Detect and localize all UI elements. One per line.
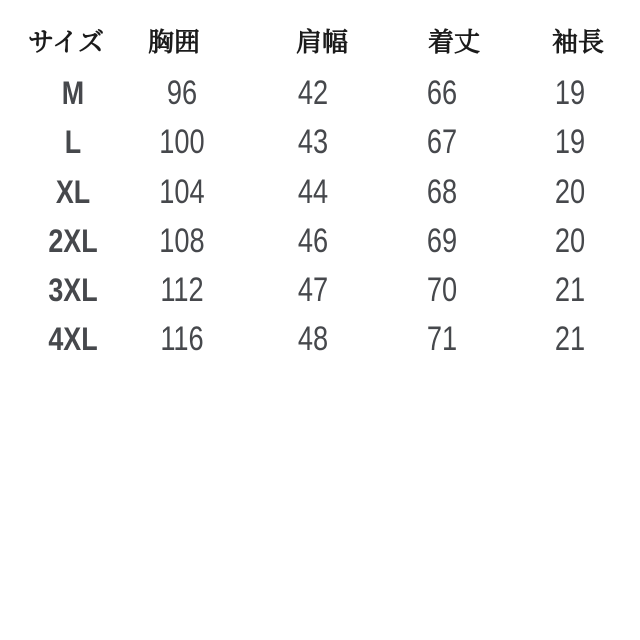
cell-sleeve bbox=[551, 273, 589, 307]
cell-text: 21 bbox=[554, 320, 586, 358]
cell-shoulder bbox=[294, 76, 332, 110]
cell-text: 20 bbox=[554, 222, 586, 260]
cell-text: 96 bbox=[166, 74, 198, 112]
cell-length bbox=[423, 273, 461, 307]
cell-text: M bbox=[61, 75, 85, 111]
cell-chest bbox=[154, 125, 211, 159]
cell-length bbox=[423, 224, 461, 258]
cell-shoulder bbox=[294, 175, 332, 209]
cell-sleeve bbox=[551, 322, 589, 356]
cell-text: 116 bbox=[160, 320, 204, 358]
column-header-sleeve: 袖長 bbox=[551, 28, 605, 57]
cell-text: 3XL bbox=[48, 272, 98, 308]
cell-text: 70 bbox=[426, 271, 458, 309]
cell-shoulder bbox=[294, 322, 332, 356]
cell-text: 42 bbox=[297, 74, 329, 112]
cell-length bbox=[423, 175, 461, 209]
cell-shoulder bbox=[294, 273, 332, 307]
cell-text: XL bbox=[55, 174, 91, 210]
cell-text: 71 bbox=[426, 320, 458, 358]
cell-chest bbox=[163, 76, 201, 110]
cell-text: 44 bbox=[297, 173, 329, 211]
cell-text: 43 bbox=[297, 123, 329, 161]
cell-text: 68 bbox=[426, 173, 458, 211]
cell-text: 104 bbox=[159, 173, 205, 211]
cell-chest bbox=[154, 224, 211, 258]
cell-text: 21 bbox=[554, 271, 586, 309]
cell-text: 69 bbox=[426, 222, 458, 260]
cell-text: 67 bbox=[426, 123, 458, 161]
cell-text: L bbox=[64, 124, 82, 160]
cell-shoulder bbox=[294, 125, 332, 159]
cell-length bbox=[423, 125, 461, 159]
cell-text: 4XL bbox=[48, 321, 98, 357]
cell-text: 66 bbox=[426, 74, 458, 112]
size-label bbox=[60, 77, 87, 109]
size-label bbox=[44, 274, 103, 306]
cell-text: 47 bbox=[297, 271, 329, 309]
cell-text: 19 bbox=[554, 123, 586, 161]
column-header-shoulder: 肩幅 bbox=[295, 28, 349, 57]
cell-text: 2XL bbox=[48, 223, 98, 259]
cell-chest bbox=[154, 175, 211, 209]
cell-text: 48 bbox=[297, 320, 329, 358]
cell-sleeve bbox=[551, 224, 589, 258]
cell-sleeve bbox=[551, 76, 589, 110]
size-label bbox=[63, 126, 83, 158]
cell-text: 112 bbox=[160, 271, 204, 309]
cell-length bbox=[423, 322, 461, 356]
cell-length bbox=[423, 76, 461, 110]
column-header-length: 着丈 bbox=[427, 28, 481, 57]
cell-chest bbox=[155, 273, 209, 307]
size-label bbox=[44, 225, 103, 257]
cell-text: 46 bbox=[297, 222, 329, 260]
cell-text: 20 bbox=[554, 173, 586, 211]
cell-sleeve bbox=[551, 175, 589, 209]
size-label bbox=[53, 176, 94, 208]
cell-text: 108 bbox=[159, 222, 205, 260]
cell-sleeve bbox=[551, 125, 589, 159]
column-header-chest: 胸囲 bbox=[147, 28, 201, 57]
cell-text: 100 bbox=[159, 123, 205, 161]
cell-text: 19 bbox=[554, 74, 586, 112]
cell-chest bbox=[155, 322, 209, 356]
size-label bbox=[44, 323, 103, 355]
cell-shoulder bbox=[294, 224, 332, 258]
column-header-size: サイズ bbox=[28, 28, 104, 57]
